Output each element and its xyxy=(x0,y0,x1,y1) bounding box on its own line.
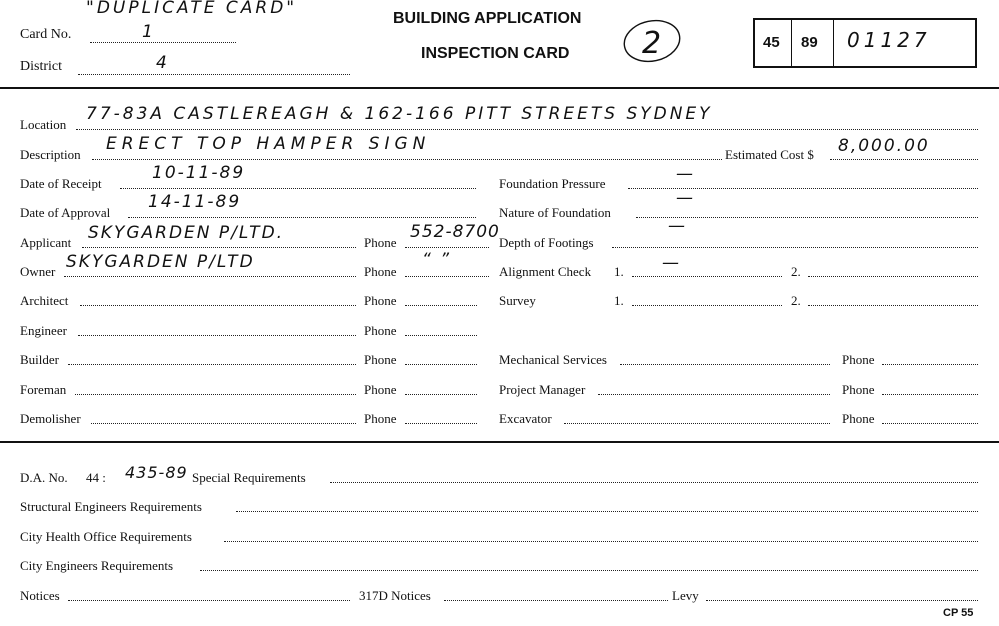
description-label: Description xyxy=(20,147,81,162)
location-label: Location xyxy=(20,117,67,132)
applicant-phone-line xyxy=(405,247,489,248)
excavator-phone-line xyxy=(882,423,978,424)
mechanical-phone-line xyxy=(882,364,978,365)
owner-value: SKYGARDEN P/LTD xyxy=(66,252,255,272)
district-value: 4 xyxy=(156,53,169,73)
applicant-line xyxy=(82,247,356,248)
demolisher-label: Demolisher xyxy=(20,411,81,426)
architect-phone-line xyxy=(405,305,477,306)
engineer-phone-line xyxy=(405,335,477,336)
nature-foundation-line xyxy=(636,217,978,218)
builder-line xyxy=(68,364,356,365)
da-no-prefix: 44 : xyxy=(86,470,106,485)
ref-cell-c: 01127 xyxy=(847,28,931,52)
location-value: 77-83A CASTLEREAGH & 162-166 PITT STREETS SYDNEY xyxy=(86,104,713,124)
survey-1-line xyxy=(632,305,782,306)
depth-footings-line xyxy=(612,247,978,248)
description-line xyxy=(92,159,722,160)
owner-phone-label: Phone xyxy=(364,264,397,279)
demolisher-phone-line xyxy=(405,423,477,424)
notices-317d-line xyxy=(444,600,668,601)
notices-line xyxy=(68,600,350,601)
foreman-label: Foreman xyxy=(20,382,67,397)
mechanical-phone-label: Phone xyxy=(842,352,875,367)
estimated-cost-label: Estimated Cost $ xyxy=(725,147,814,162)
mechanical-line xyxy=(620,364,830,365)
mechanical-label: Mechanical Services xyxy=(499,352,607,367)
owner-phone-line xyxy=(405,276,489,277)
project-manager-phone-line xyxy=(882,394,978,395)
date-receipt-value: 10-11-89 xyxy=(152,163,246,183)
duplicate-card-stamp: "DUPLICATE CARD" xyxy=(86,0,298,18)
card-title-line1: BUILDING APPLICATION xyxy=(393,10,582,27)
project-manager-line xyxy=(598,394,830,395)
da-no-label: D.A. No. xyxy=(20,470,68,485)
location-line xyxy=(76,129,978,130)
date-approval-line xyxy=(128,217,476,218)
alignment-check-2-line xyxy=(808,276,978,277)
city-engineers-requirements-label: City Engineers Requirements xyxy=(20,558,174,573)
card-no-value: 1 xyxy=(142,22,155,42)
reference-number-box xyxy=(753,18,977,68)
form-code: CP 55 xyxy=(943,607,974,619)
architect-label: Architect xyxy=(20,293,69,308)
circled-number-text: 2 xyxy=(642,26,662,61)
levy-label: Levy xyxy=(672,588,699,603)
circled-number-mark xyxy=(618,16,688,66)
structural-requirements-line xyxy=(236,511,978,512)
demolisher-phone-label: Phone xyxy=(364,411,397,426)
foundation-pressure-label: Foundation Pressure xyxy=(499,176,606,191)
da-no-value: 435-89 xyxy=(125,463,188,482)
alignment-check-1-label: 1. xyxy=(614,264,624,279)
architect-line xyxy=(80,305,356,306)
nature-foundation-label: Nature of Foundation xyxy=(499,205,611,220)
survey-2-label: 2. xyxy=(791,293,801,308)
builder-label: Builder xyxy=(20,352,59,367)
city-engineers-requirements-line xyxy=(200,570,978,571)
ref-cell-b: 89 xyxy=(801,34,818,51)
notices-317d-label: 317D Notices xyxy=(359,588,431,603)
builder-phone-label: Phone xyxy=(364,352,397,367)
foundation-pressure-value: — xyxy=(676,164,695,184)
date-approval-label: Date of Approval xyxy=(20,205,111,220)
structural-requirements-label: Structural Engineers Requirements xyxy=(20,499,202,514)
foreman-phone-label: Phone xyxy=(364,382,397,397)
alignment-check-label: Alignment Check xyxy=(499,264,592,279)
foreman-phone-line xyxy=(405,394,477,395)
engineer-phone-label: Phone xyxy=(364,323,397,338)
header-divider xyxy=(0,87,999,89)
owner-phone-value: “ ” xyxy=(422,250,452,270)
owner-label: Owner xyxy=(20,264,56,279)
project-manager-label: Project Manager xyxy=(499,382,586,397)
alignment-check-2-label: 2. xyxy=(791,264,801,279)
foreman-line xyxy=(75,394,356,395)
levy-line xyxy=(706,600,978,601)
engineer-line xyxy=(78,335,356,336)
notices-label: Notices xyxy=(20,588,60,603)
estimated-cost-line xyxy=(830,159,978,160)
excavator-phone-label: Phone xyxy=(842,411,875,426)
details-divider xyxy=(0,441,999,443)
estimated-cost-value: 8,000.00 xyxy=(838,136,930,156)
alignment-check-1-line xyxy=(632,276,782,277)
engineer-label: Engineer xyxy=(20,323,67,338)
survey-2-line xyxy=(808,305,978,306)
card-no-line xyxy=(90,42,236,43)
applicant-label: Applicant xyxy=(20,235,72,250)
health-requirements-label: City Health Office Requirements xyxy=(20,529,192,544)
project-manager-phone-label: Phone xyxy=(842,382,875,397)
builder-phone-line xyxy=(405,364,477,365)
architect-phone-label: Phone xyxy=(364,293,397,308)
health-requirements-line xyxy=(224,541,978,542)
district-label: District xyxy=(20,59,62,74)
applicant-phone-label: Phone xyxy=(364,235,397,250)
excavator-line xyxy=(564,423,830,424)
district-line xyxy=(78,74,350,75)
applicant-phone-value: 552-8700 xyxy=(410,222,500,242)
card-no-label: Card No. xyxy=(20,27,72,42)
date-receipt-label: Date of Receipt xyxy=(20,176,102,191)
ref-cell-a: 45 xyxy=(763,34,780,51)
demolisher-line xyxy=(91,423,356,424)
depth-footings-label: Depth of Footings xyxy=(499,235,594,250)
survey-1-label: 1. xyxy=(614,293,624,308)
description-value: ERECT TOP HAMPER SIGN xyxy=(106,134,431,154)
excavator-label: Excavator xyxy=(499,411,552,426)
special-requirements-label: Special Requirements xyxy=(192,470,306,485)
owner-line xyxy=(64,276,356,277)
alignment-check-value: — xyxy=(662,253,681,273)
special-requirements-line xyxy=(330,482,978,483)
depth-footings-value: — xyxy=(668,216,687,236)
nature-foundation-value: — xyxy=(676,188,695,208)
date-approval-value: 14-11-89 xyxy=(148,192,242,212)
survey-label: Survey xyxy=(499,293,536,308)
card-title-line2: INSPECTION CARD xyxy=(421,45,570,62)
date-receipt-line xyxy=(120,188,476,189)
applicant-value: SKYGARDEN P/LTD. xyxy=(88,223,285,243)
